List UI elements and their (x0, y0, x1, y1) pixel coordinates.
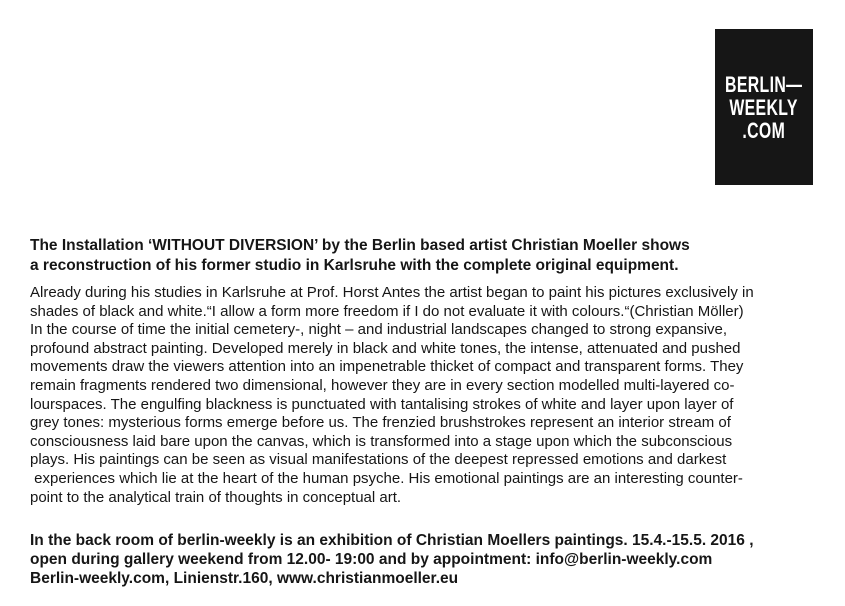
exhibition-info-line: open during gallery weekend from 12.00- 19:00 and by appointment: info@berlin-weekly.com (30, 551, 713, 569)
exhibition-info (30, 531, 826, 588)
body-line: lourspaces. The engulfing blackness is punctuated with tantalising strokes of white and layer upon layer of (30, 395, 734, 413)
body-line: Already during his studies in Karlsruhe at Prof. Horst Antes the artist began to paint his pictures exclusively in (30, 284, 754, 301)
headline (30, 236, 826, 276)
body-line: shades of black and white.“I allow a form more freedom if I do not evaluate it with colours.“(Christian Möller) (30, 302, 744, 320)
logo-line-berlin: BERLIN— (725, 71, 803, 97)
body-line: plays. His paintings can be seen as visual manifestations of the deepest repressed emotions and darkest (30, 451, 727, 469)
body-line: experiences which lie at the heart of the human psyche. His emotional paintings are an interesting counter- (30, 469, 743, 487)
headline-line: The Installation ‘WITHOUT DIVERSION’ by the Berlin based artist Christian Moeller shows (30, 237, 690, 254)
body-line: point to the analytical train of thoughts in conceptual art. (30, 488, 402, 506)
berlin-weekly-logo (715, 29, 813, 185)
body-line: In the course of time the initial cemetery-, night – and industrial landscapes changed to strong expansive, (30, 321, 728, 339)
exhibition-info-line: In the back room of berlin-weekly is an exhibition of Christian Moellers paintings. 15.4.-15.5. 2016 , (30, 532, 754, 550)
body-line: grey tones: mysterious forms emerge before us. The frenzied brushstrokes represent an interior stream of (30, 414, 731, 432)
body-line: movements draw the viewers attention into an impenetrable thicket of compact and transparent forms. They (30, 358, 744, 376)
body-line: profound abstract painting. Developed merely in black and white tones, the intense, attenuated and pushed (30, 339, 741, 357)
logo-line-weekly: WEEKLY (729, 94, 799, 120)
press-release-content (30, 236, 826, 588)
body-paragraph (30, 284, 826, 507)
body-line: consciousness laid bare upon the canvas, which is transformed into a stage upon which the subconscious (30, 432, 733, 450)
exhibition-info-line: Berlin-weekly.com, Linienstr.160, www.christianmoeller.eu (30, 570, 459, 588)
headline-line: a reconstruction of his former studio in Karlsruhe with the complete original equipment. (30, 257, 679, 274)
body-line: remain fragments rendered two dimensional, however they are in every section modelled multi-layered co- (30, 376, 735, 394)
logo-line-com: .COM (742, 117, 786, 143)
